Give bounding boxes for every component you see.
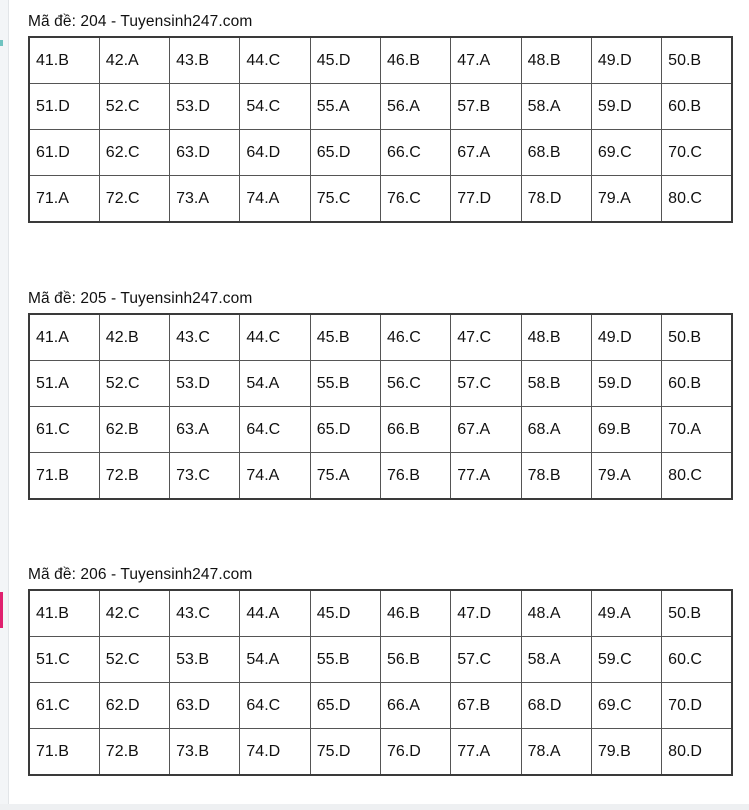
answer-cell: 75.A	[310, 453, 380, 500]
answer-cell: 42.A	[99, 37, 169, 84]
answer-cell: 61.D	[29, 130, 99, 176]
answer-cell: 49.A	[591, 590, 661, 637]
answer-table	[28, 313, 733, 500]
answer-cell: 62.C	[99, 130, 169, 176]
answer-cell: 56.C	[380, 361, 450, 407]
answer-cell: 46.B	[380, 590, 450, 637]
answer-cell: 77.D	[451, 176, 521, 223]
answer-cell: 43.C	[170, 590, 240, 637]
answer-cell: 64.C	[240, 683, 310, 729]
answer-cell: 62.B	[99, 407, 169, 453]
answer-cell: 68.D	[521, 683, 591, 729]
answer-cell: 77.A	[451, 729, 521, 776]
answer-cell: 72.B	[99, 453, 169, 500]
answer-cell: 67.A	[451, 407, 521, 453]
answer-cell: 55.A	[310, 84, 380, 130]
answer-cell: 45.D	[310, 590, 380, 637]
answer-cell: 79.B	[591, 729, 661, 776]
answer-cell: 44.A	[240, 590, 310, 637]
table-row	[29, 453, 732, 500]
answer-cell: 42.C	[99, 590, 169, 637]
answer-cell: 76.D	[380, 729, 450, 776]
answer-cell: 47.C	[451, 314, 521, 361]
answer-cell: 53.D	[170, 84, 240, 130]
table-row	[29, 407, 732, 453]
answer-cell: 72.B	[99, 729, 169, 776]
answer-cell: 64.C	[240, 407, 310, 453]
answer-cell: 57.C	[451, 637, 521, 683]
answer-cell: 54.A	[240, 361, 310, 407]
answer-cell: 41.A	[29, 314, 99, 361]
answer-cell: 51.C	[29, 637, 99, 683]
answer-cell: 41.B	[29, 37, 99, 84]
answer-cell: 46.C	[380, 314, 450, 361]
answer-cell: 47.A	[451, 37, 521, 84]
answer-cell: 44.C	[240, 314, 310, 361]
table-row	[29, 361, 732, 407]
answer-cell: 51.A	[29, 361, 99, 407]
answer-cell: 60.B	[662, 361, 732, 407]
answer-cell: 68.B	[521, 130, 591, 176]
answer-cell: 45.B	[310, 314, 380, 361]
answer-cell: 43.C	[170, 314, 240, 361]
answer-cell: 63.D	[170, 130, 240, 176]
answer-cell: 52.C	[99, 84, 169, 130]
answer-cell: 59.D	[591, 361, 661, 407]
answer-cell: 80.C	[662, 453, 732, 500]
answer-cell: 61.C	[29, 407, 99, 453]
answer-cell: 50.B	[662, 37, 732, 84]
answer-cell: 48.B	[521, 37, 591, 84]
answer-cell: 61.C	[29, 683, 99, 729]
answer-cell: 46.B	[380, 37, 450, 84]
answer-cell: 71.B	[29, 729, 99, 776]
answer-section-205	[28, 289, 734, 500]
answer-cell: 79.A	[591, 453, 661, 500]
answer-cell: 59.C	[591, 637, 661, 683]
answer-cell: 69.C	[591, 130, 661, 176]
answer-cell: 58.A	[521, 84, 591, 130]
left-scroll-strip	[0, 0, 9, 810]
answer-cell: 65.D	[310, 683, 380, 729]
answer-cell: 77.A	[451, 453, 521, 500]
left-edge-marker	[0, 40, 3, 46]
answer-cell: 50.B	[662, 314, 732, 361]
answer-cell: 55.B	[310, 361, 380, 407]
section-title: Mã đề: 204 - Tuyensinh247.com	[28, 13, 253, 30]
answer-cell: 73.A	[170, 176, 240, 223]
answer-cell: 58.A	[521, 637, 591, 683]
answer-cell: 66.A	[380, 683, 450, 729]
answer-cell: 60.B	[662, 84, 732, 130]
answer-cell: 73.C	[170, 453, 240, 500]
answer-cell: 50.B	[662, 590, 732, 637]
answer-cell: 73.B	[170, 729, 240, 776]
table-row	[29, 314, 732, 361]
answer-cell: 62.D	[99, 683, 169, 729]
answer-cell: 78.B	[521, 453, 591, 500]
answer-cell: 67.A	[451, 130, 521, 176]
answer-cell: 68.A	[521, 407, 591, 453]
answer-cell: 56.B	[380, 637, 450, 683]
answer-cell: 52.C	[99, 361, 169, 407]
answer-cell: 59.D	[591, 84, 661, 130]
answer-cell: 48.A	[521, 590, 591, 637]
answer-cell: 69.B	[591, 407, 661, 453]
answer-cell: 66.B	[380, 407, 450, 453]
answer-cell: 74.D	[240, 729, 310, 776]
answer-cell: 55.B	[310, 637, 380, 683]
answer-cell: 63.D	[170, 683, 240, 729]
answer-cell: 67.B	[451, 683, 521, 729]
answer-cell: 71.B	[29, 453, 99, 500]
table-row	[29, 130, 732, 176]
answer-cell: 71.A	[29, 176, 99, 223]
answer-cell: 80.C	[662, 176, 732, 223]
answer-cell: 70.D	[662, 683, 732, 729]
table-row	[29, 37, 732, 84]
answer-cell: 58.B	[521, 361, 591, 407]
answer-cell: 53.D	[170, 361, 240, 407]
left-edge-accent	[0, 592, 3, 628]
table-row	[29, 176, 732, 223]
answer-table	[28, 589, 733, 776]
answer-cell: 57.C	[451, 361, 521, 407]
answer-cell: 54.C	[240, 84, 310, 130]
table-row	[29, 729, 732, 776]
answer-cell: 42.B	[99, 314, 169, 361]
table-row	[29, 637, 732, 683]
section-title: Mã đề: 206 - Tuyensinh247.com	[28, 566, 253, 583]
answer-cell: 65.D	[310, 407, 380, 453]
answer-cell: 43.B	[170, 37, 240, 84]
answer-cell: 48.B	[521, 314, 591, 361]
answer-cell: 64.D	[240, 130, 310, 176]
answer-cell: 75.D	[310, 729, 380, 776]
answer-cell: 70.C	[662, 130, 732, 176]
answer-cell: 72.C	[99, 176, 169, 223]
answer-cell: 54.A	[240, 637, 310, 683]
answer-cell: 41.B	[29, 590, 99, 637]
answer-cell: 49.D	[591, 37, 661, 84]
answer-cell: 44.C	[240, 37, 310, 84]
answer-cell: 78.D	[521, 176, 591, 223]
answer-cell: 53.B	[170, 637, 240, 683]
answer-cell: 60.C	[662, 637, 732, 683]
answer-section-206	[28, 565, 734, 776]
answer-cell: 74.A	[240, 176, 310, 223]
answer-cell: 76.C	[380, 176, 450, 223]
answer-cell: 65.D	[310, 130, 380, 176]
answer-cell: 63.A	[170, 407, 240, 453]
answer-cell: 78.A	[521, 729, 591, 776]
answer-cell: 70.A	[662, 407, 732, 453]
answer-cell: 76.B	[380, 453, 450, 500]
section-title: Mã đề: 205 - Tuyensinh247.com	[28, 290, 253, 307]
table-row	[29, 84, 732, 130]
answer-cell: 57.B	[451, 84, 521, 130]
answer-cell: 66.C	[380, 130, 450, 176]
answer-cell: 80.D	[662, 729, 732, 776]
table-row	[29, 590, 732, 637]
answer-cell: 51.D	[29, 84, 99, 130]
answer-cell: 74.A	[240, 453, 310, 500]
answer-cell: 49.D	[591, 314, 661, 361]
answer-cell: 75.C	[310, 176, 380, 223]
answer-cell: 79.A	[591, 176, 661, 223]
table-row	[29, 683, 732, 729]
answer-cell: 52.C	[99, 637, 169, 683]
answer-cell: 56.A	[380, 84, 450, 130]
answer-cell: 47.D	[451, 590, 521, 637]
answer-cell: 69.C	[591, 683, 661, 729]
answer-section-204	[28, 12, 734, 223]
answer-table	[28, 36, 733, 223]
answer-cell: 45.D	[310, 37, 380, 84]
bottom-edge-bar	[0, 804, 749, 810]
